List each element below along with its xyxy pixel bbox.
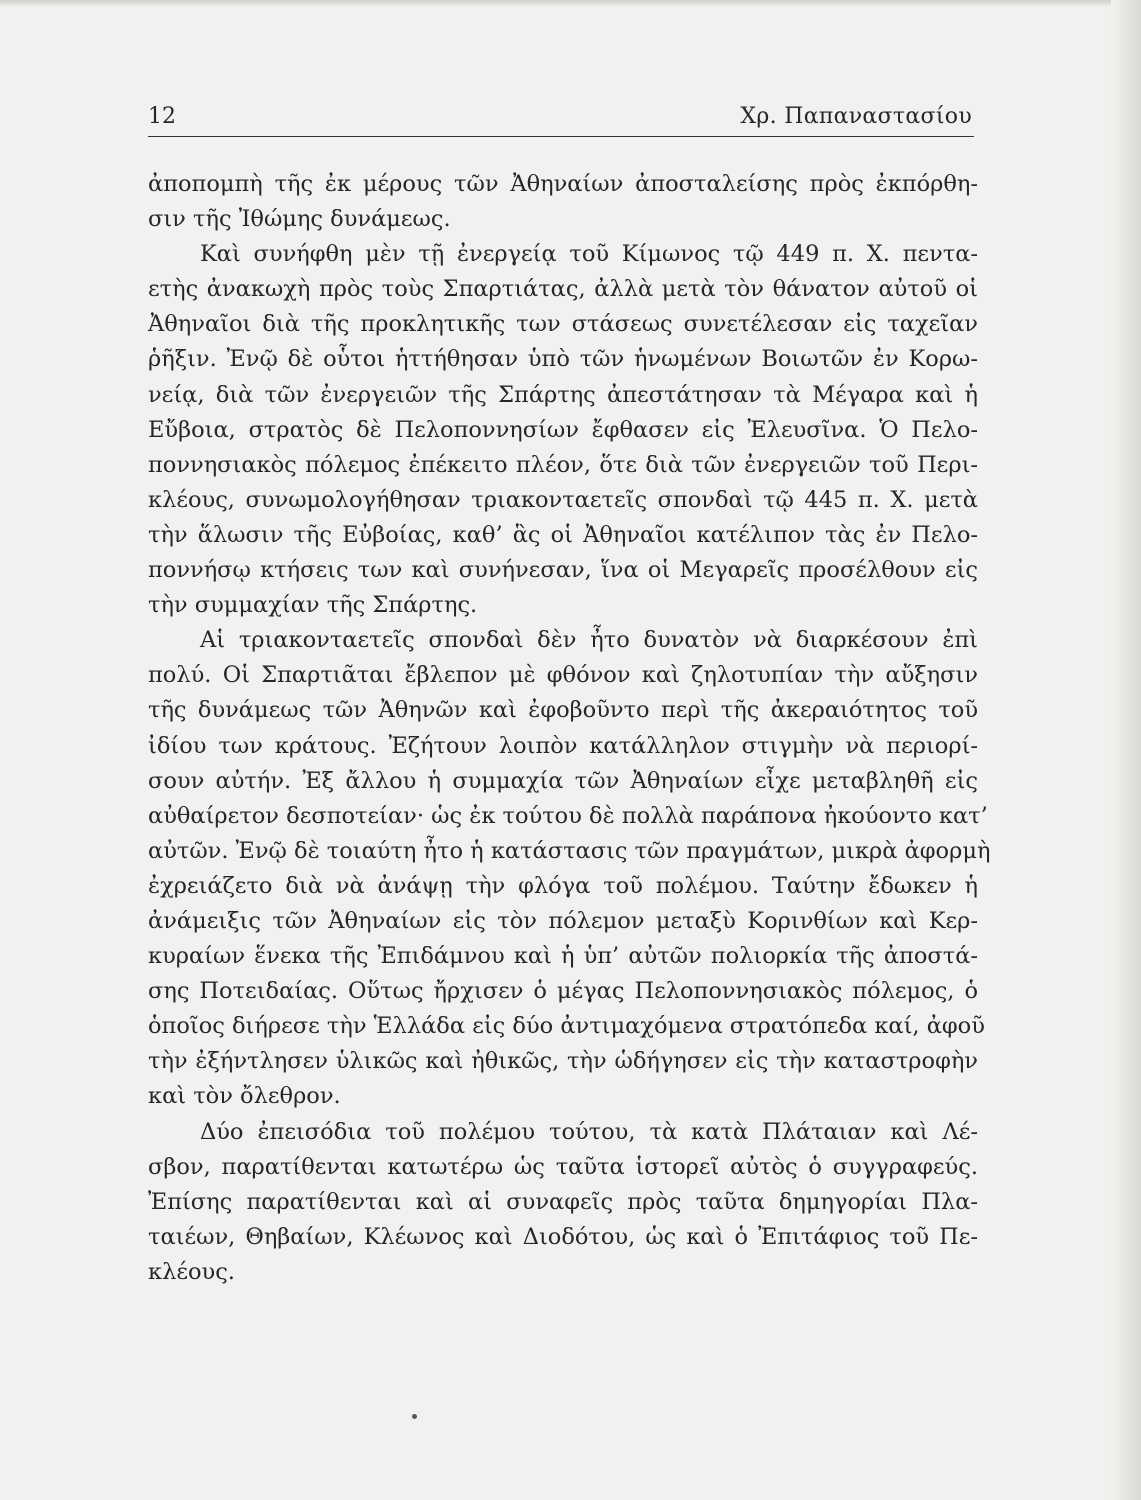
text-line: ταιέων, Θηβαίων, Κλέωνος καὶ Διοδότου, ὡς καὶ ὁ Ἐπιτάφιος τοῦ Πε- [148,1223,978,1250]
text-line: Αἱ τριακονταετεῖς σπονδαὶ δὲν ἦτο δυνατὸν νὰ διαρκέσουν ἐπὶ [200,627,978,654]
text-line: ἰδίου των κράτους. Ἐζήτουν λοιπὸν κατάλληλον στιγμὴν νὰ περιορί- [148,732,978,759]
text-line: αὐθαίρετον δεσποτείαν· ὡς ἐκ τούτου δὲ πολλὰ παράπονα ἠκούοντο κατ’ [148,802,988,829]
text-line: ποννησιακὸς πόλεμος ἐπέκειτο πλέον, ὅτε διὰ τῶν ἐνεργειῶν τοῦ Περι- [148,451,978,478]
text-line: πολύ. Οἱ Σπαρτιᾶται ἔβλεπον μὲ φθόνον καὶ ζηλοτυπίαν τὴν αὔξησιν [148,662,978,689]
text-line: ἀνάμειξις τῶν Ἀθηναίων εἰς τὸν πόλεμον μεταξὺ Κορινθίων καὶ Κερ- [148,907,978,934]
text-line: κλέους, συνωμολογήθησαν τριακονταετεῖς σπονδαὶ τῷ 445 π. Χ. μετὰ [148,486,978,513]
text-line: αὐτῶν. Ἐνῷ δὲ τοιαύτη ἦτο ἡ κατάστασις τῶν πραγμάτων, μικρὰ ἀφορμὴ [148,837,991,864]
text-line: Καὶ συνήφθη μὲν τῇ ἐνεργείᾳ τοῦ Κίμωνος τῷ 449 π. Χ. πεντα- [200,241,978,268]
running-header [148,100,974,137]
text-line: ποννήσῳ κτήσεις των καὶ συνήνεσαν, ἵνα οἱ Μεγαρεῖς προσέλθουν εἰς [148,557,978,584]
body-text [148,167,991,1290]
text-line: ἐχρειάζετο διὰ νὰ ἀνάψῃ τὴν φλόγα τοῦ πολέμου. Ταύτην ἔδωκεν ἡ [148,872,978,899]
page-number: 12 [148,104,176,129]
text-line: Ἐπίσης παρατίθενται καὶ αἱ συναφεῖς πρὸς ταῦτα δημηγορίαι Πλα- [148,1188,978,1215]
text-line: κυραίων ἕνεκα τῆς Ἐπιδάμνου καὶ ἡ ὑπ’ αὐτῶν πολιορκία τῆς ἀποστά- [148,943,978,970]
text-line: τὴν ἐξήντλησεν ὑλικῶς καὶ ἠθικῶς, τὴν ὡδήγησεν εἰς τὴν καταστροφὴν [148,1048,978,1075]
text-line: σιν τῆς Ἰθώμης δυνάμεως. [148,206,451,233]
text-line: κλέους. [148,1258,235,1285]
text-line: σης Ποτειδαίας. Οὕτως ἤρχισεν ὁ μέγας Πελοποννησιακὸς πόλεμος, ὁ [148,978,978,1005]
page-edge-shadow [0,0,1141,7]
text-line: ἀποπομπὴ τῆς ἐκ μέρους τῶν Ἀθηναίων ἀποσταλείσης πρὸς ἐκπόρθη- [148,171,978,197]
text-line: καὶ τὸν ὄλεθρον. [148,1083,341,1110]
print-speck [412,1414,417,1419]
text-line: τῆς δυνάμεως τῶν Ἀθηνῶν καὶ ἐφοβοῦντο περὶ τῆς ἀκεραιότητος τοῦ [148,697,978,724]
page-edge-shadow-right [1111,0,1141,1500]
text-line: Δύο ἐπεισόδια τοῦ πολέμου τούτου, τὰ κατὰ Πλάταιαν καὶ Λέ- [200,1118,978,1145]
text-line: Ἀθηναῖοι διὰ τῆς προκλητικῆς των στάσεως συνετέλεσαν εἰς ταχεῖαν [148,311,978,338]
text-line: Εὔβοια, στρατὸς δὲ Πελοποννησίων ἔφθασεν εἰς Ἐλευσῖνα. Ὁ Πελο- [148,416,978,443]
text-line: τὴν συμμαχίαν τῆς Σπάρτης. [148,592,478,619]
text-line: ὁποῖος διήρεσε τὴν Ἑλλάδα εἰς δύο ἀντιμαχόμενα στρατόπεδα καί, ἀφοῦ [148,1013,985,1040]
text-line: τὴν ἅλωσιν τῆς Εὐβοίας, καθ’ ἃς οἱ Ἀθηναῖοι κατέλιπον τὰς ἐν Πελο- [148,521,978,548]
text-line: ετὴς ἀνακωχὴ πρὸς τοὺς Σπαρτιάτας, ἀλλὰ μετὰ τὸν θάνατον αὐτοῦ οἱ [148,276,978,303]
text-line: ῥῆξιν. Ἐνῷ δὲ οὗτοι ἡττήθησαν ὑπὸ τῶν ἡνωμένων Βοιωτῶν ἐν Κορω- [148,346,978,373]
running-title: Χρ. Παπαναστασίου [740,104,972,129]
text-line: σουν αὐτήν. Ἐξ ἄλλου ἡ συμμαχία τῶν Ἀθηναίων εἶχε μεταβληθῆ εἰς [148,767,978,794]
text-line: σβον, παρατίθενται κατωτέρω ὡς ταῦτα ἱστορεῖ αὐτὸς ὁ συγγραφεύς. [148,1153,978,1180]
text-line: νείᾳ, διὰ τῶν ἐνεργειῶν τῆς Σπάρτης ἀπεστάτησαν τὰ Μέγαρα καὶ ἡ [148,381,978,408]
